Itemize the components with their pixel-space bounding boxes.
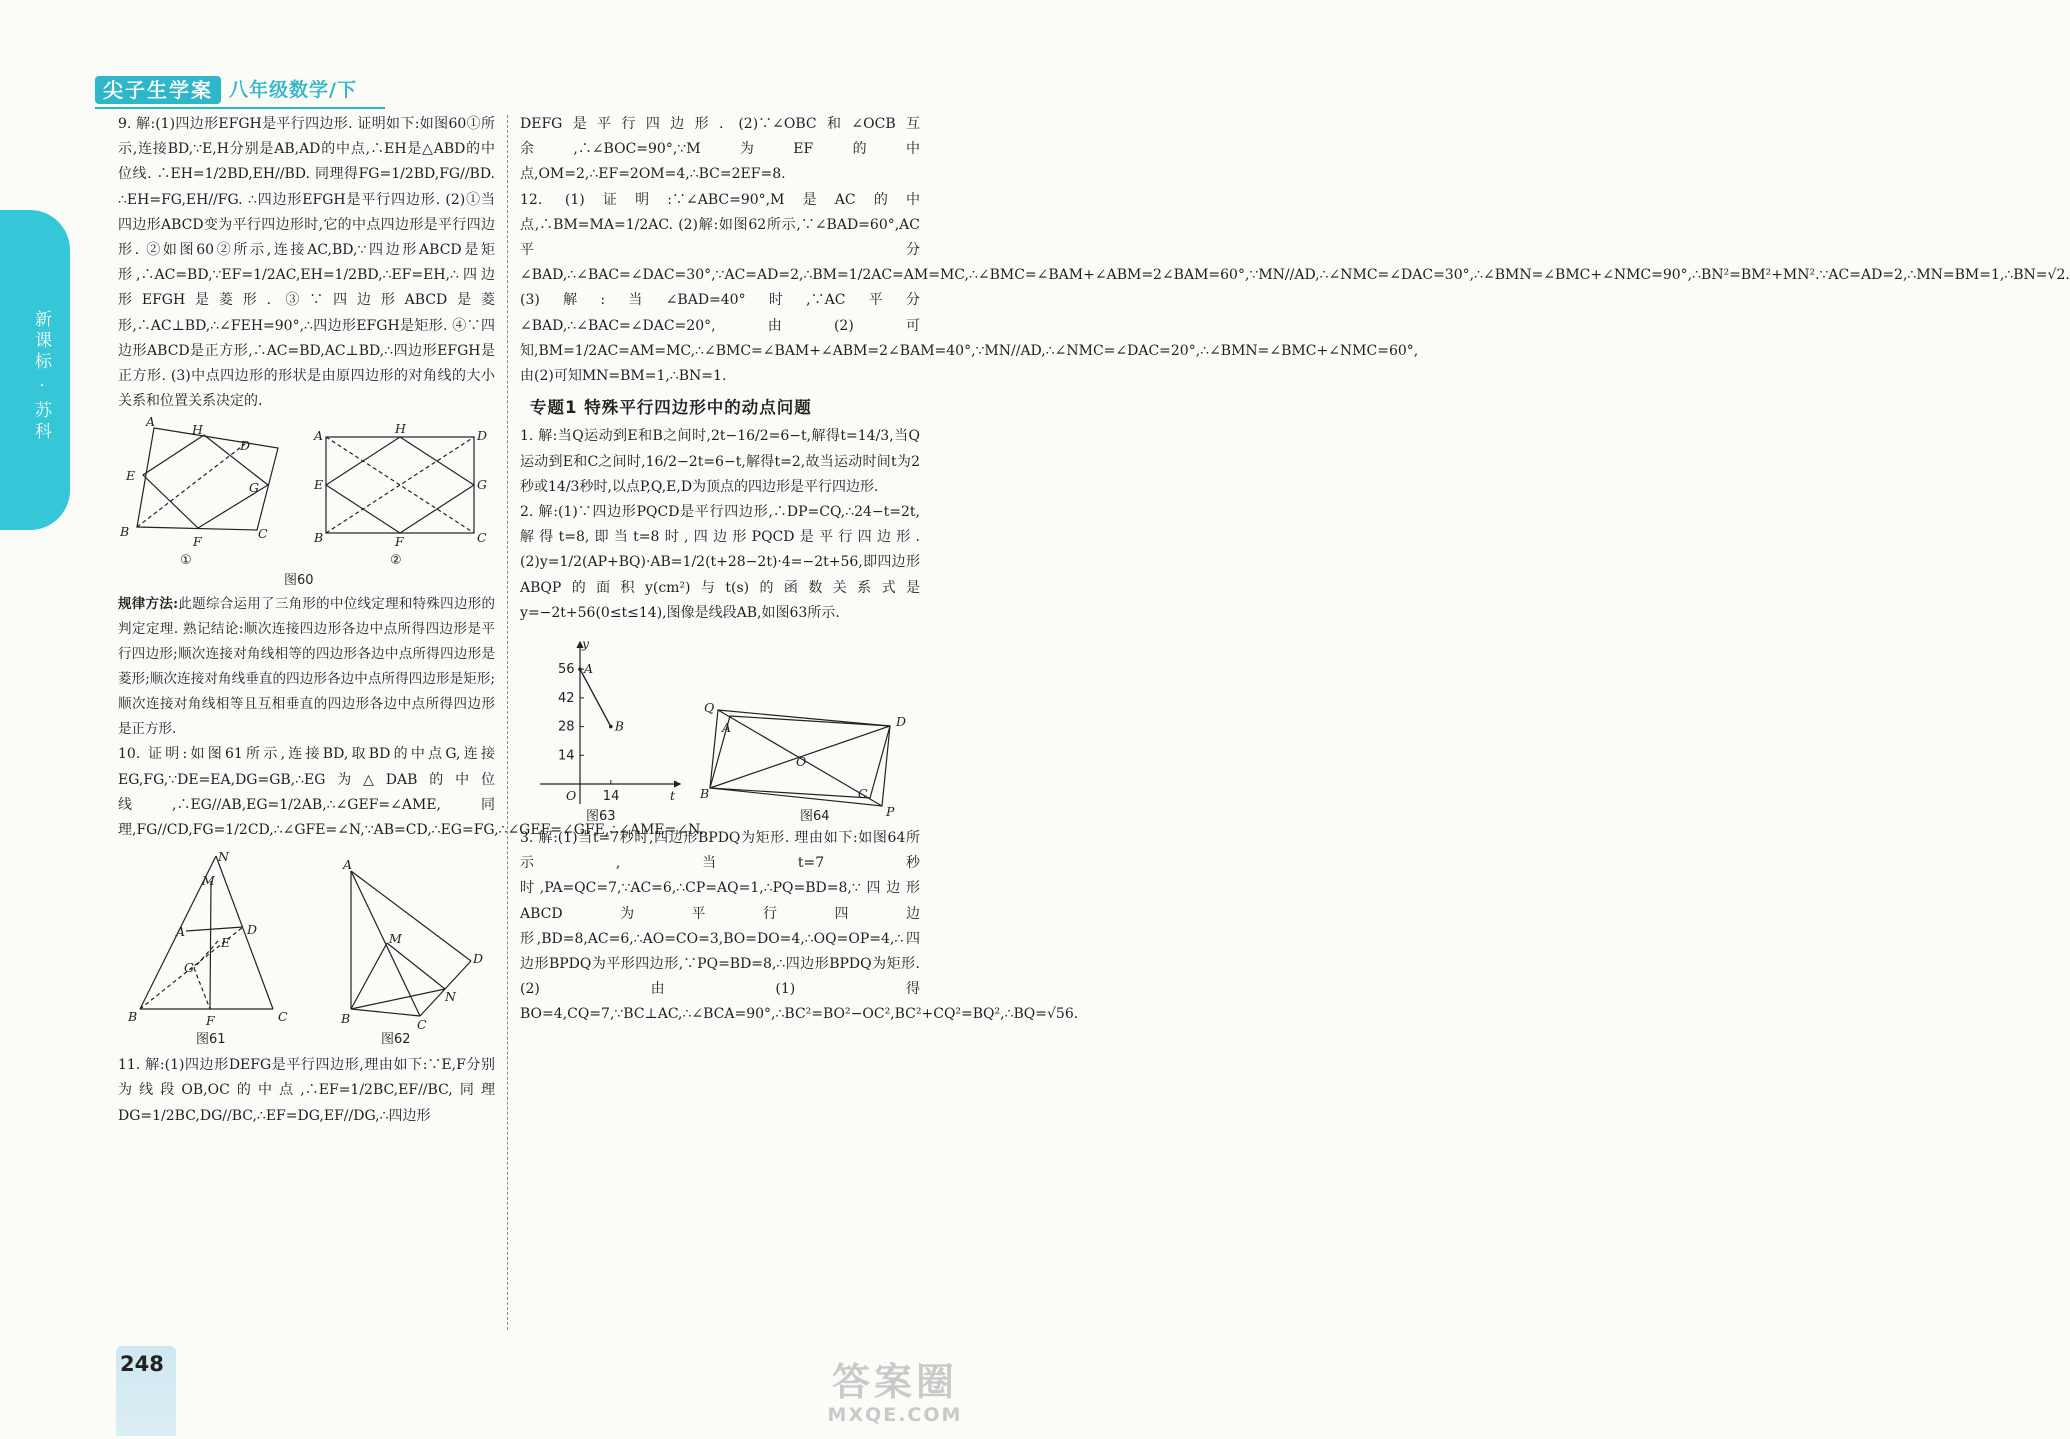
segment-ac: [351, 871, 420, 1016]
point-label-B: B: [614, 718, 624, 734]
figures-61-62: [118, 849, 495, 1053]
segment-bm: [351, 943, 387, 1009]
watermark-line2: MXQE.COM: [827, 1404, 963, 1426]
svg-text:Q: Q: [704, 700, 715, 716]
svg-text:D: D: [896, 714, 907, 730]
figure-62: [325, 851, 495, 1051]
figure-64: [700, 634, 920, 824]
figure-60-sub1: ①: [180, 553, 192, 569]
method-note-label: 规律方法:: [118, 596, 179, 613]
figure-60-1: [137, 428, 278, 530]
svg-text:D: D: [473, 951, 484, 967]
figure-60: [118, 414, 495, 589]
segment-gf: [194, 968, 210, 1009]
series-line-segment: [580, 669, 611, 726]
svg-text:A: A: [146, 414, 156, 430]
svg-text:B: B: [314, 530, 324, 546]
svg-text:E: E: [221, 935, 231, 951]
svg-text:D: D: [247, 922, 258, 938]
answer-11-continued: DEFG是平行四边形. (2)∵∠OBC和∠OCB互余,∴∠BOC=90°,∵M为EF的中点,OM=2,∴EF=2OM=4,∴BC=2EF=8.: [520, 116, 920, 183]
x-axis-label: t: [670, 788, 676, 804]
svg-text:E: E: [314, 477, 324, 493]
figure-62-caption: 图62: [381, 1032, 411, 1048]
special-1-q3: 3. 解:(1)当t=7秒时,四边形BPDQ为矩形. 理由如下:如图64所示,当t=7秒时,PA=QC=7,∵AC=6,∴CP=AQ=1,∴PQ=BD=8,∵四边形ABCD为平行四边形,BD=8,AC=6,∴AO=CO=3,BO=DO=4,∴OQ=OP=4,∴四边形BPDQ为平形四边形,∵PQ=BD=8,∴四边形BPDQ为矩形. (2)由(1)得BO=4,CQ=7,∵BC⊥AC,∴∠BCA=90°,∴BC²=BO²−OC²,BC²+CQ²=BQ²,∴BQ=√56.: [520, 830, 1079, 1023]
svg-text:C: C: [278, 1009, 288, 1025]
line-nc: [216, 856, 273, 1009]
figure-63-caption: 图63: [586, 809, 616, 825]
figures-63-64: [520, 632, 920, 826]
side-tab-label: 新课标 · 苏科: [31, 310, 51, 444]
svg-text:B: B: [341, 1011, 351, 1027]
svg-text:G: G: [249, 480, 259, 496]
watermark-logo: [800, 1360, 990, 1432]
book-subject: 八年级数学/下: [229, 79, 357, 101]
y-axis-label: y: [582, 636, 590, 652]
svg-text:G: G: [184, 960, 194, 976]
figure-63: [520, 634, 690, 824]
svg-text:F: F: [395, 534, 404, 550]
answer-10: 10. 证明:如图61所示,连接BD,取BD的中点G,连接EG,FG,∵DE=EA,DG=GB,∴EG为△DAB的中位线,∴EG//AB,EG=1/2AB,∴∠GEF=∠AME,同理,FG//CD,FG=1/2CD,∴∠GFE=∠N,∵AB=CD,∴EG=FG,∴∠GEF=∠GFE,∴∠AME=∠N.: [118, 746, 704, 839]
svg-text:E: E: [126, 468, 136, 484]
y-tick-label-42: 42: [558, 690, 575, 706]
svg-text:F: F: [206, 1013, 215, 1029]
svg-text:C: C: [477, 530, 487, 546]
data-point-B: [609, 725, 613, 729]
svg-text:N: N: [445, 989, 456, 1005]
header-rule: [95, 107, 385, 109]
svg-text:P: P: [886, 804, 895, 820]
svg-text:B: B: [700, 786, 710, 802]
svg-text:N: N: [218, 849, 229, 865]
special-1-q2: 2. 解:(1)∵四边形PQCD是平行四边形,∴DP=CQ,∴24−t=2t,解得t=8,即当t=8时,四边形PQCD是平行四边形. (2)y=1/2(AP+BQ)·AB=1/2(t+28−2t)·4=−2t+56,即四边形ABQP的面积y(cm²)与t(s)的函数关系式是y=−2t+56(0≤t≤14),图像是线段AB,如图63所示.: [520, 504, 920, 621]
svg-text:O: O: [796, 754, 807, 770]
quad-abcd-1: [137, 428, 278, 530]
x-tick-label-14: 14: [602, 789, 620, 805]
method-note: [118, 592, 495, 742]
segment-bc: [351, 1009, 420, 1016]
origin-label: O: [566, 788, 577, 804]
answer-9: 9. 解:(1)四边形EFGH是平行四边形. 证明如下:如图60①所示,连接BD,∵E,H分别是AB,AD的中点,∴EH是△ABD的中位线. ∴EH=1/2BD,EH//BD. 同理得FG=1/2BD,FG//BD. ∴EH=FG,EH//FG. ∴四边形EFGH是平行四边形. (2)①当四边形ABCD变为平行四边形时,它的中点四边形是平行四边形. ②如图60②所示,连接AC,BD,∵四边形ABCD是矩形,∴AC=BD,∵EF=1/2AC,EH=1/2BD,∴EF=EH,∴四边形EFGH是菱形. ③∵四边形ABCD是菱形,∴AC⊥BD,∴∠FEH=90°,∴四边形EFGH是矩形. ④∵四边形ABCD是正方形,∴AC=BD,AC⊥BD,∴四边形EFGH是正方形. (3)中点四边形的形状是由原四边形的对角线的大小关系和位置关系决定的.: [118, 116, 495, 410]
answer-11: 11. 解:(1)四边形DEFG是平行四边形,理由如下:∵E,F分别为线段OB,OC的中点,∴EF=1/2BC,EF//BC,同理DG=1/2BC,DG//BC,∴EF=DG,EF//DG,∴四边形: [118, 1057, 495, 1124]
svg-text:H: H: [192, 422, 203, 438]
method-note-text: 此题综合运用了三角形的中位线定理和特殊四边形的判定定理. 熟记结论:顺次连接四边形各边中点所得四边形是平行四边形;顺次连接对角线相等的四边形各边中点所得四边形是菱形;顺次连接对角线垂直的四边形各边中点所得四边形是矩形;顺次连接对角线相等且互相垂直的四边形各边中点所得四边形是正方形.: [118, 596, 496, 738]
segment-eg: [194, 941, 218, 968]
data-point-A: [578, 667, 582, 671]
figure-60-caption: 图60: [284, 573, 314, 589]
segment-bn: [351, 989, 445, 1009]
segment-ad: [186, 927, 243, 931]
svg-text:A: A: [176, 924, 186, 940]
svg-text:F: F: [193, 534, 202, 550]
right-column: [520, 112, 2070, 1028]
svg-text:H: H: [395, 421, 406, 437]
figure-60-2: [326, 437, 474, 533]
column-divider: [507, 115, 508, 1330]
book-brand: 尖子生学案: [95, 76, 221, 104]
svg-text:G: G: [477, 477, 487, 493]
answer-12: 12. (1)证明:∵∠ABC=90°,M是AC的中点,∴BM=MA=1/2AC. (2)解:如图62所示,∵∠BAD=60°,AC平分∠BAD,∴∠BAC=∠DAC=30°,∵AC=AD=2,∴BM=1/2AC=AM=MC,∴∠BMC=∠BAM+∠ABM=2∠BAM=60°,∵MN//AD,∴∠NMC=∠DAC=30°,∴∠BMN=∠BMC+∠NMC=90°,∴BN²=BM²+MN².∵AC=AD=2,∴MN=BM=1,∴BN=√2. (3)解:当∠BAD=40°时,∵AC平分∠BAD,∴∠BAC=∠DAC=20°,由(2)可知,BM=1/2AC=AM=MC,∴∠BMC=∠BAM+∠ABM=2∠BAM=40°,∵MN//AD,∴∠NMC=∠DAC=20°,∴∠BMN=∠BMC+∠NMC=60°,由(2)可知MN=BM=1,∴BN=1.: [520, 191, 2070, 385]
svg-text:C: C: [417, 1017, 427, 1033]
svg-text:B: B: [120, 524, 130, 540]
point-label-A: A: [584, 661, 594, 677]
svg-text:A: A: [314, 428, 324, 444]
side-tab: [0, 210, 70, 530]
svg-text:D: D: [240, 438, 251, 454]
svg-text:D: D: [477, 428, 488, 444]
figure-61: [118, 851, 308, 1051]
line-mf: [210, 881, 211, 1009]
svg-text:A: A: [722, 720, 732, 736]
svg-text:B: B: [128, 1009, 138, 1025]
svg-text:M: M: [202, 873, 215, 889]
y-tick-label-14: 14: [558, 748, 575, 764]
figure-60-sub2: ②: [390, 553, 402, 569]
svg-text:C: C: [258, 526, 268, 542]
segment-ad: [351, 871, 471, 961]
section-title: 专题1 特殊平行四边形中的动点问题: [530, 398, 812, 418]
figure-64-caption: 图64: [800, 809, 830, 825]
special-1-q1: 1. 解:当Q运动到E和B之间时,2t−16/2=6−t,解得t=14/3,当Q运动到E和C之间时,16/2−2t=6−t,解得t=2,故当运动时间t为2秒或14/3秒时,以点P,Q,E,D为顶点的四边形是平行四边形.: [520, 428, 920, 495]
svg-text:A: A: [343, 857, 353, 873]
y-tick-label-56: 56: [558, 662, 575, 678]
watermark-line1: 答案圈: [831, 1360, 958, 1404]
page-number-tab: [116, 1346, 176, 1436]
svg-text:M: M: [389, 931, 402, 947]
page-number: 248: [120, 1352, 164, 1376]
svg-text:C: C: [858, 786, 868, 802]
figure-61-caption: 图61: [196, 1032, 226, 1048]
y-tick-label-28: 28: [558, 719, 575, 735]
